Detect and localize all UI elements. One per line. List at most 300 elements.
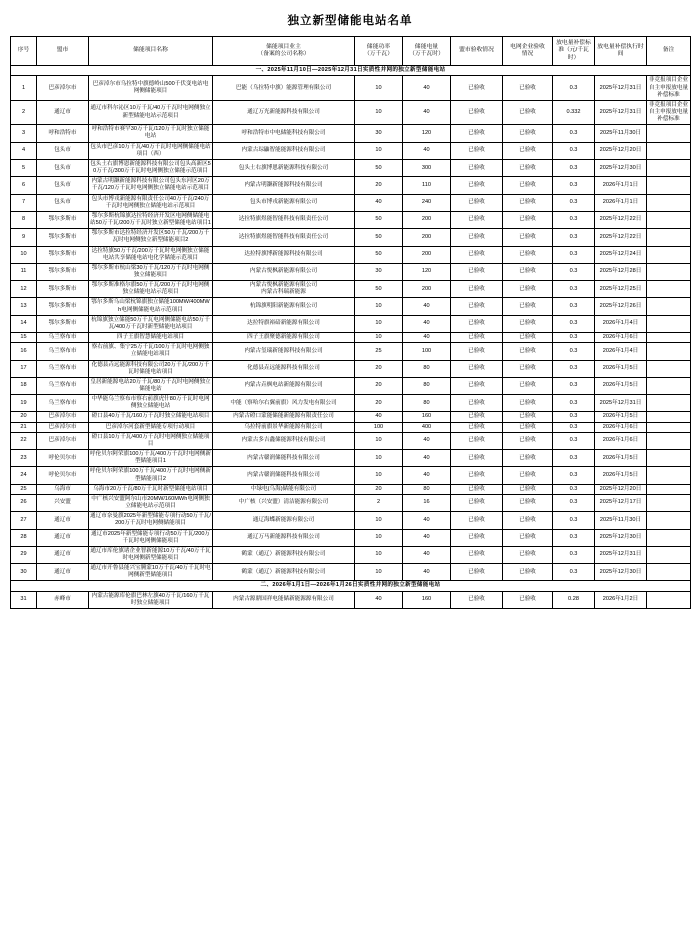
cell-no: 16 <box>11 343 37 360</box>
cell-energy: 40 <box>403 100 451 124</box>
cell-project: 鄂尔多斯市杭山梁30万千瓦/120万千瓦时电网侧独立储能项目 <box>89 263 213 280</box>
cell-owner: 包头土右旗博恩新能源科技有限公司 <box>213 159 355 176</box>
cell-city: 呼伦贝尔市 <box>37 450 89 467</box>
cell-start: 2025年12月22日 <box>595 229 647 246</box>
cell-city-check: 已验收 <box>451 529 503 546</box>
cell-subsidy: 0.3 <box>553 494 595 511</box>
cell-city-check: 已验收 <box>451 159 503 176</box>
table-row <box>11 159 691 176</box>
table-column-header-5: 储能电量 （万千瓦时） <box>403 37 451 66</box>
cell-grid-check: 已验收 <box>503 229 553 246</box>
cell-no: 14 <box>11 315 37 332</box>
table-column-header-2: 储能项目名称 <box>89 37 213 66</box>
cell-no: 30 <box>11 564 37 581</box>
cell-note: 非竞报项目企业自主申报放电量补偿标准 <box>647 100 691 124</box>
cell-note <box>647 281 691 298</box>
cell-subsidy: 0.3 <box>553 529 595 546</box>
cell-power: 10 <box>355 529 403 546</box>
cell-city: 乌兰察布市 <box>37 395 89 412</box>
cell-city-check: 已验收 <box>451 564 503 581</box>
table-row <box>11 343 691 360</box>
cell-energy: 200 <box>403 281 451 298</box>
cell-note: 非竞报项目企业自主申报放电量补偿标准 <box>647 76 691 100</box>
cell-note <box>647 450 691 467</box>
cell-city-check: 已验收 <box>451 343 503 360</box>
cell-owner: 内蒙古垚枫电站新能源有限公司 <box>213 377 355 394</box>
cell-city-check: 已验收 <box>451 395 503 412</box>
cell-no: 31 <box>11 591 37 608</box>
cell-start: 2025年12月30日 <box>595 159 647 176</box>
cell-city-check: 已验收 <box>451 360 503 377</box>
cell-subsidy: 0.3 <box>553 298 595 315</box>
cell-energy: 120 <box>403 125 451 142</box>
cell-subsidy: 0.3 <box>553 159 595 176</box>
cell-grid-check: 已验收 <box>503 494 553 511</box>
cell-owner: 达拉特旗博新能源科技有限公司 <box>213 246 355 263</box>
cell-energy: 200 <box>403 211 451 228</box>
cell-subsidy: 0.3 <box>553 229 595 246</box>
cell-power: 25 <box>355 343 403 360</box>
cell-project: 包头市博戎新能源有限责任公司40万千瓦/240万千瓦时电网侧独立储能电站示范项目 <box>89 194 213 211</box>
cell-city: 鄂尔多斯市 <box>37 315 89 332</box>
cell-project: 鄂尔多斯乌山梁杭锦旗独立储能100MW/400MWh电网侧储能电站示范项目 <box>89 298 213 315</box>
cell-energy: 40 <box>403 450 451 467</box>
cell-subsidy: 0.3 <box>553 395 595 412</box>
cell-start: 2026年1月4日 <box>595 343 647 360</box>
cell-project: 乌海市20万千瓦/80万千瓦时新型储能电站项目 <box>89 484 213 494</box>
cell-start: 2026年1月5日 <box>595 360 647 377</box>
cell-owner: 内蒙古多吉鑫储能源科技有限公司 <box>213 432 355 449</box>
cell-start: 2026年1月4日 <box>595 315 647 332</box>
cell-no: 7 <box>11 194 37 211</box>
cell-power: 50 <box>355 159 403 176</box>
cell-no: 22 <box>11 432 37 449</box>
cell-energy: 300 <box>403 159 451 176</box>
cell-energy: 40 <box>403 546 451 563</box>
table-body <box>11 66 691 609</box>
table-column-header-3: 储能项目业主 （备案的公司名称） <box>213 37 355 66</box>
cell-no: 8 <box>11 211 37 228</box>
cell-power: 40 <box>355 194 403 211</box>
table-row <box>11 529 691 546</box>
cell-owner: 达拉特旗煜能智能科技有限责任公司 <box>213 211 355 228</box>
table-row <box>11 360 691 377</box>
cell-energy: 160 <box>403 412 451 422</box>
cell-no: 25 <box>11 484 37 494</box>
cell-grid-check: 已验收 <box>503 377 553 394</box>
cell-owner: 内蒙古赣润储能科技有限公司 <box>213 450 355 467</box>
cell-note <box>647 422 691 432</box>
cell-power: 10 <box>355 546 403 563</box>
table-row <box>11 76 691 100</box>
cell-start: 2026年1月5日 <box>595 412 647 422</box>
cell-power: 20 <box>355 395 403 412</box>
table-row <box>11 298 691 315</box>
cell-energy: 40 <box>403 333 451 343</box>
cell-no: 9 <box>11 229 37 246</box>
cell-energy: 110 <box>403 177 451 194</box>
cell-subsidy: 0.3 <box>553 315 595 332</box>
cell-energy: 40 <box>403 467 451 484</box>
cell-owner: 通辽海蝶新能源有限公司 <box>213 512 355 529</box>
cell-city: 鄂尔多斯市 <box>37 246 89 263</box>
table-row <box>11 591 691 608</box>
cell-owner: 乌拉特前旗景华新能源有限公司 <box>213 422 355 432</box>
cell-start: 2025年12月28日 <box>595 263 647 280</box>
cell-note <box>647 229 691 246</box>
table-row <box>11 432 691 449</box>
cell-owner: 中广核（兴安盟）清洁能源有限公司 <box>213 494 355 511</box>
cell-subsidy: 0.3 <box>553 467 595 484</box>
table-row <box>11 450 691 467</box>
cell-project: 四子王旗智慧储能电站项目 <box>89 333 213 343</box>
cell-energy: 40 <box>403 76 451 100</box>
table-header <box>11 37 691 66</box>
cell-note <box>647 142 691 159</box>
cell-grid-check: 已验收 <box>503 100 553 124</box>
cell-energy: 40 <box>403 142 451 159</box>
cell-no: 27 <box>11 512 37 529</box>
cell-note <box>647 333 691 343</box>
cell-note <box>647 564 691 581</box>
cell-no: 21 <box>11 422 37 432</box>
cell-project: 中华能乌兰察布市察右前旗虎什80万千瓦时电网侧独立储能电站 <box>89 395 213 412</box>
cell-note <box>647 125 691 142</box>
cell-grid-check: 已验收 <box>503 395 553 412</box>
cell-start: 2026年1月1日 <box>595 177 647 194</box>
cell-grid-check: 已验收 <box>503 333 553 343</box>
cell-project: 通辽市科尔沁区10万千瓦/40万千瓦时电网侧独立新型储能电站示范项目 <box>89 100 213 124</box>
cell-project: 内蒙古能源库伦旗巴林左旗40万千瓦/160万千瓦时独立储能项目 <box>89 591 213 608</box>
cell-no: 6 <box>11 177 37 194</box>
cell-city: 乌兰察布市 <box>37 343 89 360</box>
cell-city: 通辽市 <box>37 564 89 581</box>
cell-start: 2026年1月6日 <box>595 422 647 432</box>
cell-no: 28 <box>11 529 37 546</box>
cell-subsidy: 0.3 <box>553 484 595 494</box>
cell-city-check: 已验收 <box>451 100 503 124</box>
cell-subsidy: 0.3 <box>553 422 595 432</box>
cell-start: 2025年12月17日 <box>595 494 647 511</box>
section-label: 一、2025年11月10日—2025年12月31日实质性并网的独立新型储能电站 <box>11 66 691 76</box>
cell-power: 10 <box>355 467 403 484</box>
cell-city-check: 已验收 <box>451 229 503 246</box>
cell-owner: 内蒙古玺瑞新能源科技有限公司 <box>213 343 355 360</box>
cell-energy: 400 <box>403 422 451 432</box>
cell-no: 29 <box>11 546 37 563</box>
cell-city-check: 已验收 <box>451 377 503 394</box>
cell-power: 10 <box>355 315 403 332</box>
cell-project: 呼伦贝尔阿荣旗100万千瓦/400万千瓦时电网侧新型储能项目1 <box>89 450 213 467</box>
cell-city: 乌兰察布市 <box>37 333 89 343</box>
cell-grid-check: 已验收 <box>503 159 553 176</box>
cell-subsidy: 0.28 <box>553 591 595 608</box>
cell-city-check: 已验收 <box>451 494 503 511</box>
table-column-header-4: 储能功率 （万千瓦） <box>355 37 403 66</box>
cell-grid-check: 已验收 <box>503 546 553 563</box>
cell-project: 呼伦贝尔阿荣旗100万千瓦/400万千瓦时电网侧新型储能项目2 <box>89 467 213 484</box>
cell-project: 磴口县10万千瓦/400万千瓦时电网侧独立储能项目 <box>89 432 213 449</box>
table-row <box>11 281 691 298</box>
cell-no: 11 <box>11 263 37 280</box>
cell-start: 2025年12月31日 <box>595 76 647 100</box>
cell-subsidy: 0.3 <box>553 360 595 377</box>
cell-power: 40 <box>355 591 403 608</box>
cell-note <box>647 377 691 394</box>
cell-city-check: 已验收 <box>451 194 503 211</box>
cell-note <box>647 591 691 608</box>
table-row <box>11 125 691 142</box>
cell-project: 通辽市2025年新型储能专项行动50万千瓦/200万千瓦时电网侧储能项目 <box>89 529 213 546</box>
cell-grid-check: 已验收 <box>503 564 553 581</box>
cell-owner: 内蒙古明灏新能源科技有限公司 <box>213 177 355 194</box>
cell-power: 20 <box>355 484 403 494</box>
cell-city: 乌海市 <box>37 484 89 494</box>
cell-city: 通辽市 <box>37 512 89 529</box>
cell-project: 巴彦淖尔市乌拉特中旗德岭山500千伏变电站电网侧储能项目 <box>89 76 213 100</box>
table-row <box>11 412 691 422</box>
cell-owner: 四子王旗聚德新能源有限公司 <box>213 333 355 343</box>
cell-city: 赤峰市 <box>37 591 89 608</box>
cell-city: 鄂尔多斯市 <box>37 281 89 298</box>
cell-no: 26 <box>11 494 37 511</box>
cell-project: 鄂尔多斯准格尔旗50万千瓦/200万千瓦时电网侧独立储能电站示范项目 <box>89 281 213 298</box>
cell-owner: 化德县垚远能源科技有限公司 <box>213 360 355 377</box>
cell-power: 10 <box>355 512 403 529</box>
table-column-header-0: 序号 <box>11 37 37 66</box>
cell-energy: 40 <box>403 564 451 581</box>
cell-energy: 80 <box>403 395 451 412</box>
cell-no: 1 <box>11 76 37 100</box>
cell-city-check: 已验收 <box>451 142 503 159</box>
cell-project: 察右前旗、集宁25万千瓦/100万千瓦时电网侧独立储能电站项目 <box>89 343 213 360</box>
cell-project: 通辽市开鲁县能兴宝腾蒙10万千瓦/40万千瓦时电网侧新型储能项目 <box>89 564 213 581</box>
cell-start: 2026年1月5日 <box>595 450 647 467</box>
table-row <box>11 177 691 194</box>
cell-grid-check: 已验收 <box>503 177 553 194</box>
cell-start: 2025年12月20日 <box>595 142 647 159</box>
cell-no: 23 <box>11 450 37 467</box>
cell-project: 磴口县40万千瓦/160万千瓦时独立储能电站项目 <box>89 412 213 422</box>
cell-subsidy: 0.3 <box>553 412 595 422</box>
table-row <box>11 229 691 246</box>
cell-project: 化德县垚远能源科技有限公司20万千瓦/200万千瓦时储能电站项目 <box>89 360 213 377</box>
cell-city: 通辽市 <box>37 546 89 563</box>
cell-grid-check: 已验收 <box>503 281 553 298</box>
cell-city-check: 已验收 <box>451 246 503 263</box>
cell-energy: 40 <box>403 298 451 315</box>
cell-project: 包头土右旗博恩新能源科技有限公司包头高新区50万千瓦/300万千瓦时电网侧独立储能示范项目 <box>89 159 213 176</box>
cell-power: 10 <box>355 298 403 315</box>
cell-energy: 240 <box>403 194 451 211</box>
cell-grid-check: 已验收 <box>503 432 553 449</box>
cell-note <box>647 298 691 315</box>
cell-grid-check: 已验收 <box>503 315 553 332</box>
cell-subsidy: 0.3 <box>553 432 595 449</box>
cell-no: 18 <box>11 377 37 394</box>
cell-note <box>647 412 691 422</box>
cell-no: 3 <box>11 125 37 142</box>
cell-start: 2026年1月2日 <box>595 591 647 608</box>
cell-grid-check: 已验收 <box>503 298 553 315</box>
cell-city: 包头市 <box>37 194 89 211</box>
cell-owner: 达拉特旗裕碚新能源有限公司 <box>213 315 355 332</box>
cell-owner: 内蒙古悦枫新能源有限公司 内蒙古科瑞新能源 <box>213 281 355 298</box>
cell-city-check: 已验收 <box>451 591 503 608</box>
cell-city: 呼伦贝尔市 <box>37 467 89 484</box>
cell-city: 包头市 <box>37 159 89 176</box>
cell-power: 10 <box>355 450 403 467</box>
cell-grid-check: 已验收 <box>503 484 553 494</box>
table-column-header-8: 放电量补偿标准（元/千瓦时） <box>553 37 595 66</box>
cell-city-check: 已验收 <box>451 432 503 449</box>
cell-power: 20 <box>355 360 403 377</box>
cell-city-check: 已验收 <box>451 546 503 563</box>
cell-no: 5 <box>11 159 37 176</box>
cell-power: 40 <box>355 412 403 422</box>
cell-start: 2025年12月31日 <box>595 395 647 412</box>
table-row <box>11 333 691 343</box>
cell-subsidy: 0.3 <box>553 125 595 142</box>
cell-no: 19 <box>11 395 37 412</box>
cell-city: 包头市 <box>37 142 89 159</box>
cell-grid-check: 已验收 <box>503 142 553 159</box>
cell-subsidy: 0.3 <box>553 564 595 581</box>
cell-note <box>647 246 691 263</box>
cell-power: 50 <box>355 229 403 246</box>
cell-project: 达拉特旗50万千瓦/200万千瓦时电网侧独立储能电站共享储能电站电化学储能示范项目 <box>89 246 213 263</box>
cell-start: 2026年1月6日 <box>595 432 647 449</box>
table-column-header-7: 电网企业验收 情况 <box>503 37 553 66</box>
cell-city-check: 已验收 <box>451 512 503 529</box>
cell-grid-check: 已验收 <box>503 125 553 142</box>
table-column-header-9: 放电量补偿执行时间 <box>595 37 647 66</box>
cell-owner: 杭锦旗明阳新能源有限公司 <box>213 298 355 315</box>
cell-start: 2025年12月30日 <box>595 529 647 546</box>
cell-note <box>647 529 691 546</box>
cell-no: 2 <box>11 100 37 124</box>
cell-note <box>647 211 691 228</box>
cell-subsidy: 0.3 <box>553 263 595 280</box>
cell-note <box>647 315 691 332</box>
cell-city: 鄂尔多斯市 <box>37 298 89 315</box>
cell-power: 30 <box>355 125 403 142</box>
table-section-header <box>11 66 691 76</box>
cell-start: 2025年12月20日 <box>595 484 647 494</box>
cell-city: 巴彦淖尔市 <box>37 76 89 100</box>
table-row <box>11 467 691 484</box>
cell-note <box>647 494 691 511</box>
cell-grid-check: 已验收 <box>503 194 553 211</box>
cell-city: 乌兰察布市 <box>37 360 89 377</box>
cell-city-check: 已验收 <box>451 177 503 194</box>
cell-city: 兴安盟 <box>37 494 89 511</box>
cell-no: 24 <box>11 467 37 484</box>
cell-start: 2025年12月26日 <box>595 298 647 315</box>
cell-start: 2025年12月30日 <box>595 564 647 581</box>
cell-energy: 120 <box>403 263 451 280</box>
cell-owner: 呼和浩特市中电储能科技有限公司 <box>213 125 355 142</box>
cell-grid-check: 已验收 <box>503 467 553 484</box>
table-row <box>11 484 691 494</box>
cell-power: 10 <box>355 100 403 124</box>
cell-energy: 100 <box>403 343 451 360</box>
cell-city: 巴彦淖尔市 <box>37 422 89 432</box>
cell-project: 杭锦旗独立储能50万千瓦电网侧储能电站50万千瓦/400万千瓦时新型储能电站项目 <box>89 315 213 332</box>
section-label: 二、2026年1月1日—2026年1月26日实质性并网的独立新型储能电站 <box>11 581 691 591</box>
cell-owner: 中绿电(乌海)储能有限公司 <box>213 484 355 494</box>
cell-subsidy: 0.3 <box>553 76 595 100</box>
table-row <box>11 211 691 228</box>
table-column-header-10: 备注 <box>647 37 691 66</box>
cell-city: 巴彦淖尔市 <box>37 432 89 449</box>
cell-subsidy: 0.3 <box>553 211 595 228</box>
cell-energy: 16 <box>403 494 451 511</box>
cell-owner: 内蒙古源鼎国祥电能储新能源源有限公司 <box>213 591 355 608</box>
cell-owner: 通辽万光新能源科技有限公司 <box>213 100 355 124</box>
cell-grid-check: 已验收 <box>503 343 553 360</box>
page-title: 独立新型储能电站名单 <box>287 15 413 27</box>
cell-note <box>647 546 691 563</box>
cell-owner: 鹤蒙（通辽）新能源科技有限公司 <box>213 564 355 581</box>
cell-city: 通辽市 <box>37 529 89 546</box>
cell-power: 10 <box>355 142 403 159</box>
cell-no: 12 <box>11 281 37 298</box>
table-row <box>11 564 691 581</box>
cell-project: 中广核兴安盟阿尔山市20MW/160MWh电网侧独立储能电站示范项目 <box>89 494 213 511</box>
table-row <box>11 263 691 280</box>
cell-power: 10 <box>355 564 403 581</box>
cell-subsidy: 0.3 <box>553 194 595 211</box>
cell-project: 通辽市奈曼旗2025年新型储能专项行动50万千瓦/200万千瓦时电网侧储能项目 <box>89 512 213 529</box>
cell-power: 100 <box>355 422 403 432</box>
cell-subsidy: 0.3 <box>553 333 595 343</box>
table-row <box>11 395 691 412</box>
table-column-header-1: 盟市 <box>37 37 89 66</box>
cell-subsidy: 0.3 <box>553 546 595 563</box>
cell-grid-check: 已验收 <box>503 422 553 432</box>
cell-note <box>647 343 691 360</box>
cell-note <box>647 432 691 449</box>
cell-grid-check: 已验收 <box>503 246 553 263</box>
table-row <box>11 142 691 159</box>
cell-subsidy: 0.3 <box>553 512 595 529</box>
cell-note <box>647 177 691 194</box>
table-row <box>11 512 691 529</box>
cell-note <box>647 512 691 529</box>
cell-grid-check: 已验收 <box>503 529 553 546</box>
cell-start: 2025年11月30日 <box>595 125 647 142</box>
cell-city-check: 已验收 <box>451 263 503 280</box>
cell-city: 通辽市 <box>37 100 89 124</box>
cell-no: 13 <box>11 298 37 315</box>
cell-no: 4 <box>11 142 37 159</box>
cell-energy: 40 <box>403 512 451 529</box>
table-row <box>11 546 691 563</box>
cell-note <box>647 395 691 412</box>
cell-project: 通辽市库伦旗诸企业智新能源10万千瓦/40万千瓦时电网侧新型储能项目 <box>89 546 213 563</box>
table-row <box>11 422 691 432</box>
table-row <box>11 315 691 332</box>
cell-power: 10 <box>355 76 403 100</box>
cell-city-check: 已验收 <box>451 484 503 494</box>
cell-grid-check: 已验收 <box>503 412 553 422</box>
cell-grid-check: 已验收 <box>503 263 553 280</box>
cell-owner: 巴能（乌拉特中旗）能源管理有限公司 <box>213 76 355 100</box>
cell-project: 鄂尔多斯杭锦旗达拉特经济开发区电网侧储能电站50万千瓦/200万千瓦时独立新型储能电站项目1 <box>89 211 213 228</box>
cell-note <box>647 467 691 484</box>
cell-city-check: 已验收 <box>451 76 503 100</box>
